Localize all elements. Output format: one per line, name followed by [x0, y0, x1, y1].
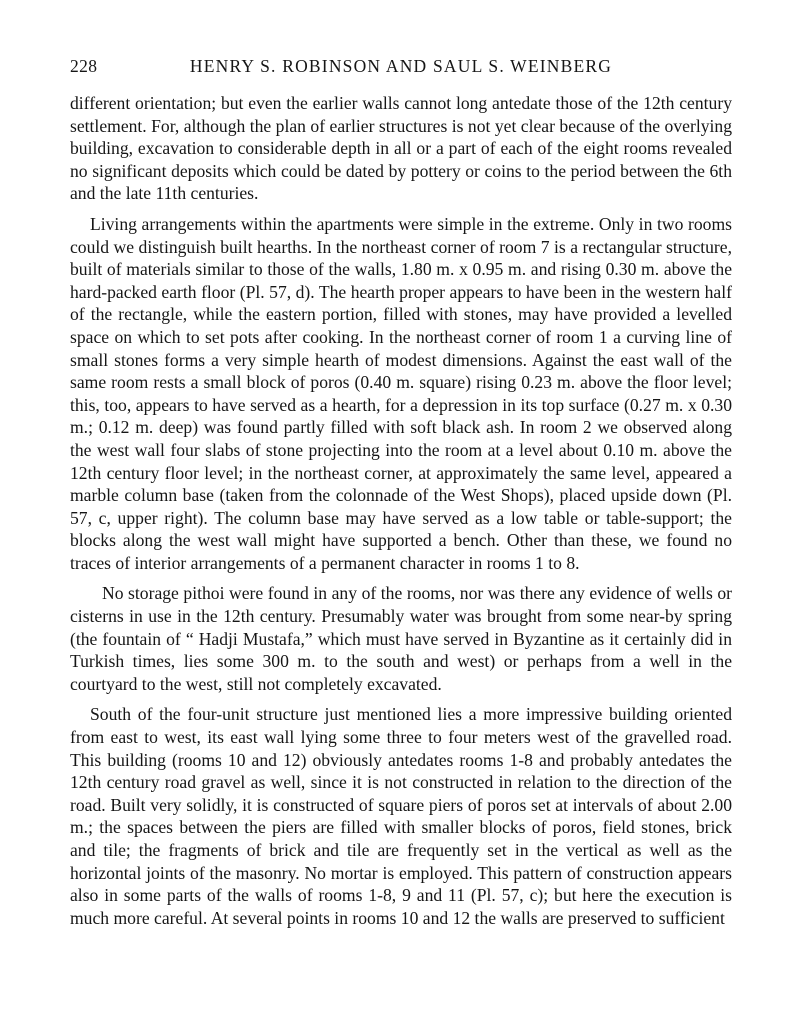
paragraph-continuation: different orientation; but even the earlier walls cannot long antedate those of the 12th century settlement. For, although the plan of earlier structures is not yet clear because of the overlying building, excavation to considerable depth in all or a part of each of the eight rooms revealed no significant deposits which could be dated by pottery or coins to the period between the 6th and the late 11th centuries.	[70, 93, 732, 204]
page-number: 228	[70, 56, 98, 76]
paragraph-storage-pithoi: No storage pithoi were found in any of the rooms, nor was there any evidence of wells or cisterns in use in the 12th century. Presumably water was brought from some near-by spring (the fountain of “ Hadji Mustafa,” which must have served in Byzantine as it certainly did in Turkish times, lies some 300 m. to the south and west) or perhaps from a well in the courtyard to the west, still not completely excavated.	[70, 583, 732, 694]
paragraph-south-building: South of the four-unit structure just mentioned lies a more impressive building oriented from east to west, its east wall lying some three to four meters west of the gravelled road. This building (rooms 10 and 12) obviously antedates rooms 1-8 and probably antedates the 12th century road gravel as well, since it is not constructed in relation to the direction of the road. Built very solidly, it is constructed of square piers of poros set at intervals of about 2.00 m.; the spaces between the piers are filled with smaller blocks of poros, field stones, brick and tile; the fragments of brick and tile are frequently set in the vertical as well as the horizontal joints of the masonry. No mortar is employed. This pattern of construction appears also in some parts of the walls of rooms 1-8, 9 and 11 (Pl. 57, c); but here the execution is much more careful. At several points in rooms 10 and 12 the walls are preserved to sufficient	[70, 704, 732, 928]
body-text	[70, 92, 732, 929]
running-header	[70, 56, 732, 84]
running-title: HENRY S. ROBINSON AND SAUL S. WEINBERG	[189, 56, 613, 76]
paragraph-living-arrangements: Living arrangements within the apartments were simple in the extreme. Only in two rooms could we distinguish built hearths. In the northeast corner of room 7 is a rectangular structure, built of materials similar to those of the walls, 1.80 m. x 0.95 m. and rising 0.30 m. above the hard-packed earth floor (Pl. 57, d). The hearth proper appears to have been in the western half of the rectangle, while the eastern portion, filled with stones, may have provided a levelled space on which to set pots after cooking. In the northeast corner of room 1 a curving line of small stones forms a very simple hearth of modest dimensions. Against the east wall of the same room rests a small block of poros (0.40 m. square) rising 0.23 m. above the floor level; this, too, appears to have served as a hearth, for a depression in its top surface (0.27 m. x 0.30 m.; 0.12 m. deep) was found partly filled with soft black ash. In room 2 we observed along the west wall four slabs of stone projecting into the room at a level about 0.10 m. above the 12th century floor level; in the northeast corner, at approximately the same level, appeared a marble column base (taken from the colonnade of the West Shops), placed upside down (Pl. 57, c, upper right). The column base may have served as a low table or table-support; the blocks along the west wall might have supported a bench. Other than these, we found no traces of interior arrangements of a permanent character in rooms 1 to 8.	[70, 213, 732, 573]
document-page	[70, 56, 732, 937]
